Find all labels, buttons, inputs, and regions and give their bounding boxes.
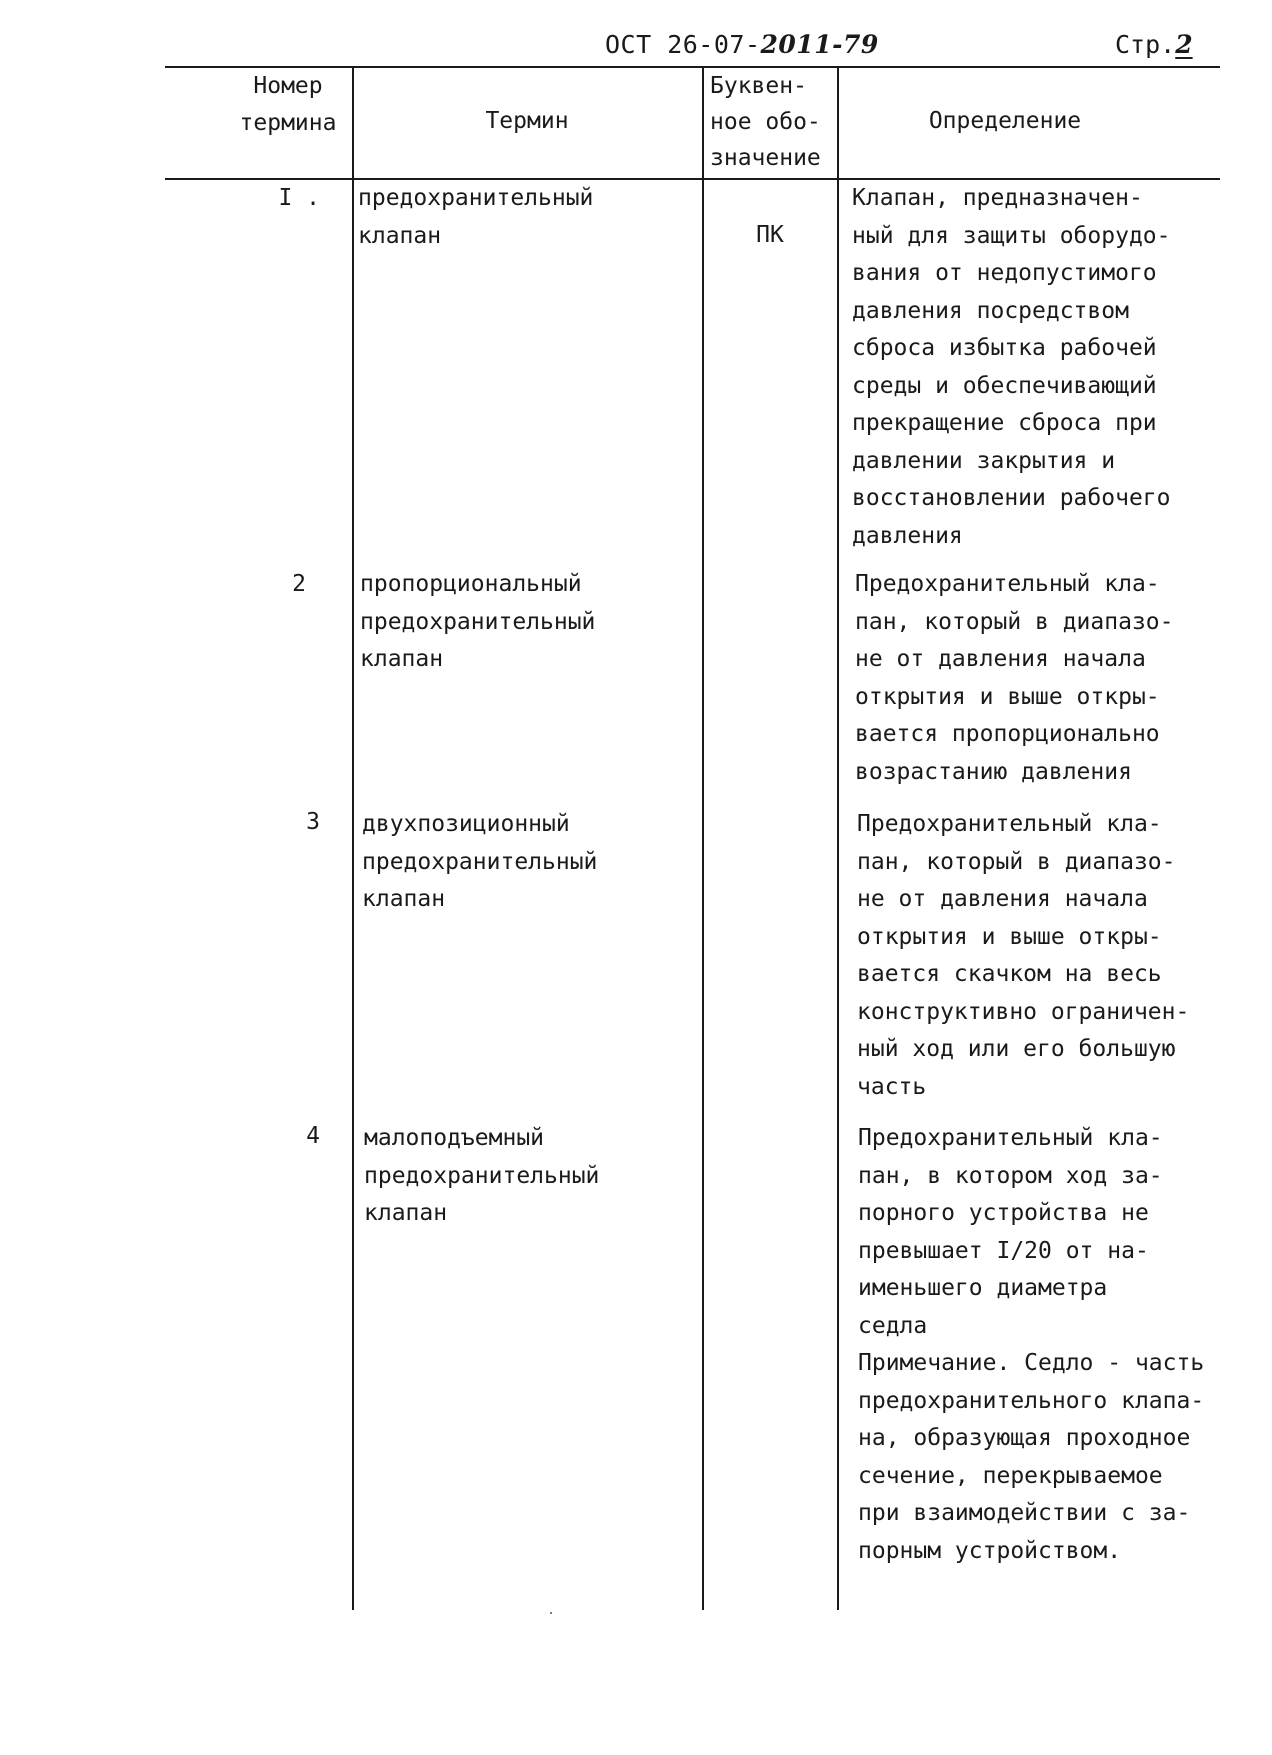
document-code-prefix: ОСТ 26-07-	[605, 30, 761, 59]
row-1-letter: ПК	[756, 222, 784, 248]
header-letter-designation: Буквен- ное обо- значение	[710, 73, 821, 171]
scan-speck	[550, 1612, 552, 1614]
header-definition: Определение	[928, 108, 1082, 134]
row-4-term: малоподъемный предохранительный клапан	[364, 1125, 600, 1226]
document-code-handwritten: 2011-79	[760, 30, 879, 59]
row-2-term: пропорциональный предохранительный клапан	[360, 571, 596, 672]
column-divider-1	[352, 66, 354, 1610]
column-divider-3	[837, 66, 839, 1610]
page-indicator	[1115, 30, 1193, 59]
page-number: 2	[1175, 30, 1193, 59]
header-term-number: Номер термина	[239, 73, 337, 136]
row-4-definition: Предохранительный кла- пан, в котором ход за- порного устройства не превышает I/20 от на- именьшего диаметра седла Примечание. Седло - часть предохранительного клапа- на, образующая проходное сечение, перекрываемое при взаимодействии с за- порным устройством.	[858, 1125, 1205, 1564]
header-term: Термин	[485, 108, 569, 134]
row-3-term: двухпозиционный предохранительный клапан	[362, 811, 598, 912]
row-2-number: 2	[292, 571, 306, 597]
row-1-definition: Клапан, предназначен- ный для защиты оборудо- вания от недопустимого давления посредством сброса избытка рабочей среды и обеспечивающий прекращение сброса при давлении закрытия и восстановлении рабочего давления	[852, 185, 1171, 549]
page-label: Стр.	[1115, 30, 1176, 59]
row-1-number: I .	[278, 185, 320, 211]
row-1-term: предохранительный клапан	[358, 185, 594, 249]
document-code	[605, 30, 879, 59]
row-2-definition: Предохранительный кла- пан, который в диапазо- не от давления начала открытия и выше откры- вается пропорционально возрастанию давления	[855, 571, 1174, 785]
column-divider-2	[702, 66, 704, 1610]
row-3-definition: Предохранительный кла- пан, который в диапазо- не от давления начала открытия и выше откры- вается скачком на весь конструктивно ограничен- ный ход или его большую часть	[857, 811, 1190, 1100]
row-3-number: 3	[306, 809, 320, 835]
row-4-number: 4	[306, 1123, 320, 1149]
